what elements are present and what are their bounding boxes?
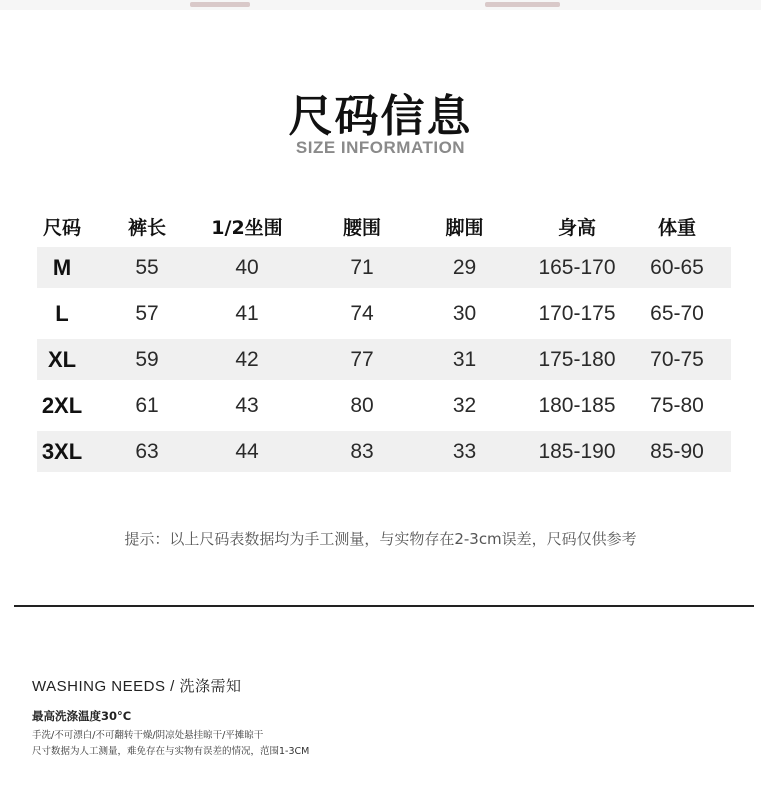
column-header-waist: 腰围	[342, 216, 381, 239]
column-header-length: 裤长	[127, 216, 166, 239]
table-cell: 59	[135, 347, 159, 371]
table-cell: 83	[350, 439, 374, 463]
washing-title: WASHING NEEDS / 洗涤需知	[32, 678, 242, 695]
table-cell: 61	[135, 393, 159, 417]
column-header-height: 身高	[557, 216, 596, 239]
table-cell: 63	[135, 439, 159, 463]
washing-disclaimer: 尺寸数据为人工测量，难免存在与实物有误差的情况，范围1-3CM	[32, 746, 310, 757]
table-cell: 71	[350, 255, 374, 279]
size-cell: 2XL	[41, 392, 83, 418]
size-cell: M	[52, 254, 72, 280]
table-cell: 44	[235, 439, 259, 463]
column-header-leg-opening: 脚围	[445, 216, 484, 239]
top-strip-mark-right	[485, 2, 560, 7]
table-cell: 77	[350, 347, 374, 371]
table-row	[37, 247, 731, 288]
table-header	[37, 205, 731, 247]
column-header-half-hip: 1/2坐围	[211, 216, 283, 239]
table-cell: 57	[135, 301, 159, 325]
table-cell: 31	[452, 347, 477, 371]
top-strip	[0, 0, 761, 10]
table-cell: 32	[452, 393, 477, 417]
page-title: 尺码信息	[288, 91, 473, 142]
washing-instructions: 手洗/不可漂白/不可翻转干燥/阴凉处悬挂晾干/平摊晾干	[32, 730, 264, 741]
table-cell: 40	[235, 255, 259, 279]
table-cell: 55	[135, 255, 159, 279]
table-row	[37, 431, 731, 472]
table-cell: 70-75	[650, 347, 704, 371]
table-cell: 41	[235, 301, 259, 325]
table-cell: 85-90	[650, 439, 704, 463]
column-header-weight: 体重	[657, 216, 696, 239]
page-subtitle: SIZE INFORMATION	[295, 138, 466, 157]
table-row	[37, 339, 731, 380]
table-cell: 175-180	[538, 347, 616, 371]
table-cell: 33	[452, 439, 477, 463]
table-cell: 43	[235, 393, 259, 417]
table-cell: 180-185	[538, 393, 616, 417]
table-cell: 60-65	[650, 255, 704, 279]
size-cell: L	[55, 300, 69, 326]
size-cell: XL	[47, 346, 77, 372]
table-cell: 165-170	[538, 255, 616, 279]
top-strip-mark-left	[190, 2, 250, 7]
table-cell: 185-190	[538, 439, 616, 463]
measurement-note: 提示：以上尺码表数据均为手工测量，与实物存在2-3cm误差，尺码仅供参考	[124, 530, 637, 548]
table-cell: 30	[452, 301, 477, 325]
size-table	[37, 205, 731, 477]
table-row	[37, 385, 731, 426]
table-cell: 29	[452, 255, 477, 279]
table-cell: 74	[350, 301, 374, 325]
table-row	[37, 293, 731, 334]
section-divider	[14, 605, 754, 607]
table-cell: 42	[235, 347, 259, 371]
table-cell: 65-70	[650, 301, 704, 325]
table-cell: 170-175	[538, 301, 616, 325]
washing-temperature: 最高洗涤温度30°C	[32, 709, 132, 723]
table-cell: 75-80	[650, 393, 704, 417]
table-cell: 80	[350, 393, 374, 417]
size-cell: 3XL	[41, 438, 83, 464]
column-header-size: 尺码	[42, 216, 81, 239]
